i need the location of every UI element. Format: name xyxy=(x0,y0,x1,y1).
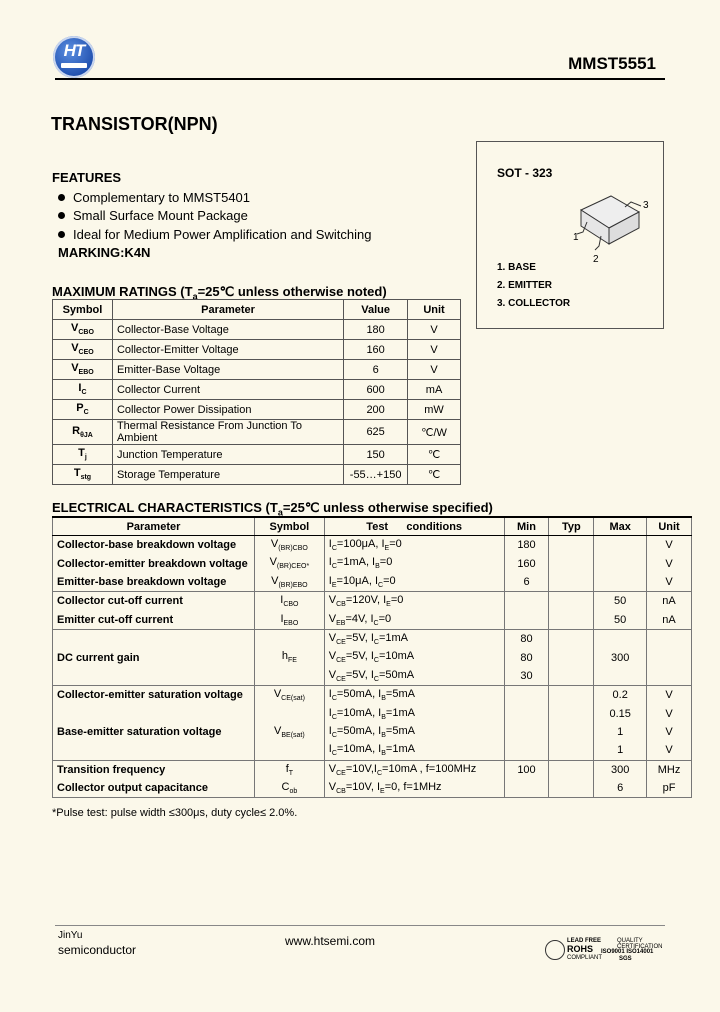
unit-cell: ℃/W xyxy=(408,420,461,445)
pin-number-3: 3 xyxy=(643,200,649,211)
condition-cell: $V_{CE}=5V$, $I_C=1mA$ xyxy=(324,629,504,648)
table-row xyxy=(53,686,692,705)
min-cell xyxy=(504,611,549,630)
typ-cell xyxy=(549,573,594,592)
typ-cell xyxy=(549,648,594,666)
min-cell: 30 xyxy=(504,667,549,686)
max-cell xyxy=(594,667,647,686)
value-cell: 160 xyxy=(344,340,408,360)
typ-cell xyxy=(549,741,594,760)
parameter-cell: DC current gain xyxy=(53,648,255,666)
website-link[interactable]: www.htsemi.com xyxy=(285,934,376,948)
max-cell: 300 xyxy=(594,760,647,779)
table-row xyxy=(53,554,692,572)
symbol-cell: $R_{\theta JA}$ xyxy=(53,420,113,445)
max-cell: 50 xyxy=(594,592,647,611)
unit-cell: ℃ xyxy=(408,445,461,465)
min-cell: 80 xyxy=(504,648,549,666)
unit-cell: pF xyxy=(647,779,692,798)
parameter-cell xyxy=(53,629,255,648)
features-heading: FEATURES xyxy=(52,170,122,185)
bullet-icon xyxy=(58,231,65,238)
min-cell: 80 xyxy=(504,629,549,648)
condition-cell: $V_{CB}=10V$, $I_E=0$, f=1MHz xyxy=(324,779,504,798)
symbol-cell: $V_{CEO}$ xyxy=(53,340,113,360)
condition-cell: $I_C=10mA$, $I_B=1mA$ xyxy=(324,741,504,760)
pin-number-2: 2 xyxy=(593,254,599,265)
logo-text: HT xyxy=(63,41,85,60)
max-cell: 300 xyxy=(594,648,647,666)
condition-cell: $I_C=1mA$, $I_B=0$ xyxy=(324,554,504,572)
parameter-cell: Junction Temperature xyxy=(112,445,343,465)
logo-underbar xyxy=(61,63,87,68)
typ-cell xyxy=(549,536,594,555)
max-cell xyxy=(594,536,647,555)
max-cell xyxy=(594,554,647,572)
condition-cell: $V_{CE}=5V$, $I_C=50mA$ xyxy=(324,667,504,686)
max-cell: 1 xyxy=(594,741,647,760)
unit-cell: V xyxy=(647,705,692,723)
parameter-cell: Collector-emitter breakdown voltage xyxy=(53,554,255,572)
condition-cell: $V_{EB}=4V$, $I_C=0$ xyxy=(324,611,504,630)
min-cell: 100 xyxy=(504,760,549,779)
value-cell: 180 xyxy=(344,320,408,340)
symbol-cell: $T_{stg}$ xyxy=(53,465,113,485)
parameter-cell: Emitter cut-off current xyxy=(53,611,255,630)
value-cell: 150 xyxy=(344,445,408,465)
typ-cell xyxy=(549,705,594,723)
table-header-row: Symbol Parameter Value Unit xyxy=(53,300,461,320)
min-cell xyxy=(504,686,549,705)
header-rule xyxy=(55,78,665,80)
symbol-cell: $h_{FE}$ xyxy=(254,648,324,666)
table-row xyxy=(53,400,461,420)
max-cell: 1 xyxy=(594,723,647,741)
value-cell: 200 xyxy=(344,400,408,420)
parameter-cell xyxy=(53,667,255,686)
unit-cell: mW xyxy=(408,400,461,420)
package-box xyxy=(476,141,664,329)
electrical-heading: ELECTRICAL CHARACTERISTICS ($T_a=25℃$ unless otherwise specified) xyxy=(52,500,493,518)
unit-cell: V xyxy=(647,686,692,705)
table-row xyxy=(53,611,692,630)
table-row xyxy=(53,573,692,592)
parameter-cell xyxy=(53,705,255,723)
unit-cell: V xyxy=(647,741,692,760)
parameter-cell: Collector cut-off current xyxy=(53,592,255,611)
table-row xyxy=(53,445,461,465)
parameter-cell: Collector-emitter saturation voltage xyxy=(53,686,255,705)
table-row xyxy=(53,629,692,648)
table-row xyxy=(53,340,461,360)
table-row xyxy=(53,380,461,400)
max-ratings-heading: MAXIMUM RATINGS ($T_a=25℃$ unless otherwise noted) xyxy=(52,284,387,302)
table-row xyxy=(53,667,692,686)
min-cell xyxy=(504,592,549,611)
min-cell xyxy=(504,741,549,760)
typ-cell xyxy=(549,592,594,611)
table-row xyxy=(53,536,692,555)
symbol-cell: $V_{CE(sat)}$ xyxy=(254,686,324,705)
max-cell xyxy=(594,629,647,648)
unit-cell xyxy=(647,629,692,648)
condition-cell: $V_{CB}=120V$, $I_E=0$ xyxy=(324,592,504,611)
max-cell xyxy=(594,573,647,592)
condition-cell: $V_{CE}=5V$, $I_C=10mA$ xyxy=(324,648,504,666)
symbol-cell: $V_{BE(sat)}$ xyxy=(254,723,324,741)
unit-cell: nA xyxy=(647,611,692,630)
table-row xyxy=(53,723,692,741)
table-row xyxy=(53,465,461,485)
min-cell xyxy=(504,779,549,798)
parameter-cell: Collector-base breakdown voltage xyxy=(53,536,255,555)
symbol-cell: $V_{(BR)CEO*}$ xyxy=(254,554,324,572)
table-row xyxy=(53,420,461,445)
unit-cell: V xyxy=(647,554,692,572)
page-title: TRANSISTOR(NPN) xyxy=(51,114,218,134)
pin-label-base: 1. BASE xyxy=(497,262,536,273)
typ-cell xyxy=(549,779,594,798)
parameter-cell: Emitter-Base Voltage xyxy=(112,360,343,380)
symbol-cell: $V_{EBO}$ xyxy=(53,360,113,380)
typ-cell xyxy=(549,629,594,648)
table-row xyxy=(53,741,692,760)
symbol-cell xyxy=(254,705,324,723)
parameter-cell: Collector Power Dissipation xyxy=(112,400,343,420)
table-row xyxy=(53,760,692,779)
table-header-row: Parameter Symbol Test conditions Min Typ Max Unit xyxy=(53,517,692,536)
symbol-cell: $I_{EBO}$ xyxy=(254,611,324,630)
feature-item: Small Surface Mount Package xyxy=(58,208,248,223)
unit-cell: V xyxy=(647,723,692,741)
table-row xyxy=(53,360,461,380)
parameter-cell: Transition frequency xyxy=(53,760,255,779)
unit-cell: V xyxy=(647,536,692,555)
parameter-cell xyxy=(53,741,255,760)
value-cell: 625 xyxy=(344,420,408,445)
symbol-cell: $f_T$ xyxy=(254,760,324,779)
condition-cell: $I_C=50mA$, $I_B=5mA$ xyxy=(324,723,504,741)
min-cell xyxy=(504,705,549,723)
condition-cell: $I_E=10\mu A$, $I_C=0$ xyxy=(324,573,504,592)
parameter-cell: Emitter-base breakdown voltage xyxy=(53,573,255,592)
value-cell: 600 xyxy=(344,380,408,400)
min-cell: 6 xyxy=(504,573,549,592)
typ-cell xyxy=(549,760,594,779)
typ-cell xyxy=(549,667,594,686)
pulse-test-note: *Pulse test: pulse width ≤300μs, duty cycle≤ 2.0%. xyxy=(52,807,298,819)
parameter-cell: Collector-Base Voltage xyxy=(112,320,343,340)
value-cell: -55…+150 xyxy=(344,465,408,485)
parameter-cell: Thermal Resistance From Junction To Ambient xyxy=(112,420,343,445)
max-cell: 0.2 xyxy=(594,686,647,705)
condition-cell: $I_C=50mA$, $I_B=5mA$ xyxy=(324,686,504,705)
typ-cell xyxy=(549,554,594,572)
symbol-cell xyxy=(254,667,324,686)
feature-item: Ideal for Medium Power Amplification and Switching xyxy=(58,227,371,242)
symbol-cell: $I_C$ xyxy=(53,380,113,400)
company-logo xyxy=(53,36,95,78)
unit-cell: V xyxy=(408,340,461,360)
company-name-line2: semiconductor xyxy=(58,943,137,957)
typ-cell xyxy=(549,611,594,630)
electrical-table xyxy=(52,516,692,798)
min-cell xyxy=(504,723,549,741)
parameter-cell: Storage Temperature xyxy=(112,465,343,485)
part-number: MMST5551 xyxy=(568,54,656,73)
company-name-line1: JinYu xyxy=(58,930,83,941)
table-row xyxy=(53,705,692,723)
symbol-cell: $T_j$ xyxy=(53,445,113,465)
unit-cell: MHz xyxy=(647,760,692,779)
pin-label-collector: 3. COLLECTOR xyxy=(497,298,571,309)
max-cell: 0.15 xyxy=(594,705,647,723)
table-row xyxy=(53,779,692,798)
typ-cell xyxy=(549,723,594,741)
pin-number-1: 1 xyxy=(573,232,579,243)
condition-cell: $I_C=10mA$, $I_B=1mA$ xyxy=(324,705,504,723)
parameter-cell: Collector Current xyxy=(112,380,343,400)
feature-item: Complementary to MMST5401 xyxy=(58,190,250,205)
symbol-cell: $C_{ob}$ xyxy=(254,779,324,798)
condition-cell: $V_{CE}=10V,I_C=10mA$ , f=100MHz xyxy=(324,760,504,779)
unit-cell: V xyxy=(408,360,461,380)
unit-cell: V xyxy=(408,320,461,340)
table-row xyxy=(53,592,692,611)
parameter-cell: Base-emitter saturation voltage xyxy=(53,723,255,741)
unit-cell xyxy=(647,648,692,666)
footer-rule xyxy=(55,925,665,926)
typ-cell xyxy=(549,686,594,705)
parameter-cell: Collector output capacitance xyxy=(53,779,255,798)
table-row xyxy=(53,648,692,666)
unit-cell: mA xyxy=(408,380,461,400)
lead-free-icon xyxy=(545,940,565,960)
min-cell: 160 xyxy=(504,554,549,572)
pin-label-emitter: 2. EMITTER xyxy=(497,280,553,291)
unit-cell: V xyxy=(647,573,692,592)
unit-cell: nA xyxy=(647,592,692,611)
symbol-cell xyxy=(254,741,324,760)
max-ratings-table xyxy=(52,299,461,485)
marking-code: MARKING:K4N xyxy=(58,245,151,260)
symbol-cell: $V_{(BR)EBO}$ xyxy=(254,573,324,592)
package-name: SOT - 323 xyxy=(497,166,553,180)
symbol-cell: $V_{(BR)CBO}$ xyxy=(254,536,324,555)
bullet-icon xyxy=(58,194,65,201)
symbol-cell xyxy=(254,629,324,648)
package-outline-icon xyxy=(573,188,653,268)
symbol-cell: $V_{CBO}$ xyxy=(53,320,113,340)
value-cell: 6 xyxy=(344,360,408,380)
symbol-cell: $I_{CBO}$ xyxy=(254,592,324,611)
max-cell: 50 xyxy=(594,611,647,630)
parameter-cell: Collector-Emitter Voltage xyxy=(112,340,343,360)
certification-marks: LEAD FREE ROHS COMPLIANT QUALITY CERTIFICATION ISO9001 ISO14001 SGS xyxy=(545,938,665,966)
unit-cell xyxy=(647,667,692,686)
bullet-icon xyxy=(58,212,65,219)
symbol-cell: $P_C$ xyxy=(53,400,113,420)
max-cell: 6 xyxy=(594,779,647,798)
condition-cell: $I_C=100\mu A$, $I_E=0$ xyxy=(324,536,504,555)
unit-cell: ℃ xyxy=(408,465,461,485)
min-cell: 180 xyxy=(504,536,549,555)
table-row xyxy=(53,320,461,340)
